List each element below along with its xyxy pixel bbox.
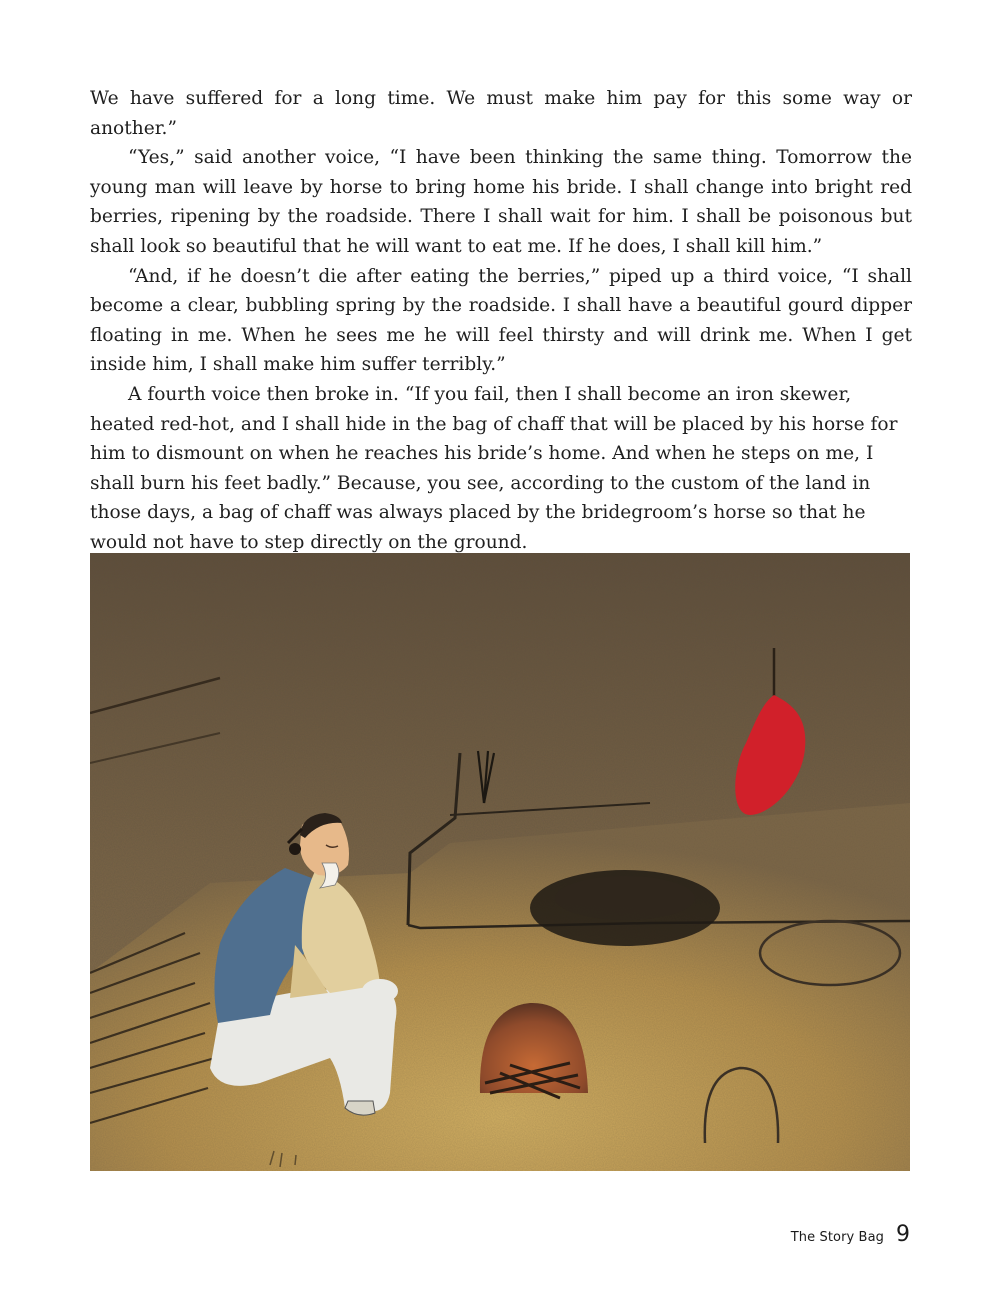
page-number: 9 — [896, 1222, 910, 1247]
illustration-canvas — [90, 553, 910, 1171]
paragraph-2: “Yes,” said another voice, “I have been thinking the same thing. Tomorrow the young man will leave by horse to bring home his bride. I shall change into bright red berries, ripening by the roadside. There I shall wait for him. I shall be poisonous but shall look so beautiful that he will want to eat me. If he does, I shall kill him.” — [90, 147, 912, 257]
paragraph-3: “And, if he doesn’t die after eating the berries,” piped up a third voice, “I shall become a clear, bubbling spring by the roadside. I shall have a beautiful gourd dipper floating in me. When he sees me he will feel thirsty and will drink me. When I get inside him, I shall make him suffer terribly.” — [90, 265, 912, 376]
illustration-old-man-by-hearth — [90, 553, 910, 1171]
paragraph-1: We have suffered for a long time. We must make him pay for this some way or another.” — [90, 88, 912, 139]
body-text — [90, 84, 912, 558]
page-footer — [791, 1222, 910, 1247]
running-footer-title: The Story Bag — [790, 1230, 884, 1245]
paragraph-4: A fourth voice then broke in. “If you fail, then I shall become an iron skewer, heated red-hot, and I shall hide in the bag of chaff that will be placed by his horse for him to dismount on when he reaches his bride’s home. And when he steps on me, I shall burn his feet badly.” Because, you see, according to the custom of the land in those days, a bag of chaff was always placed by the bridegroom’s horse so that he would not have to step directly on the ground. — [90, 383, 898, 553]
